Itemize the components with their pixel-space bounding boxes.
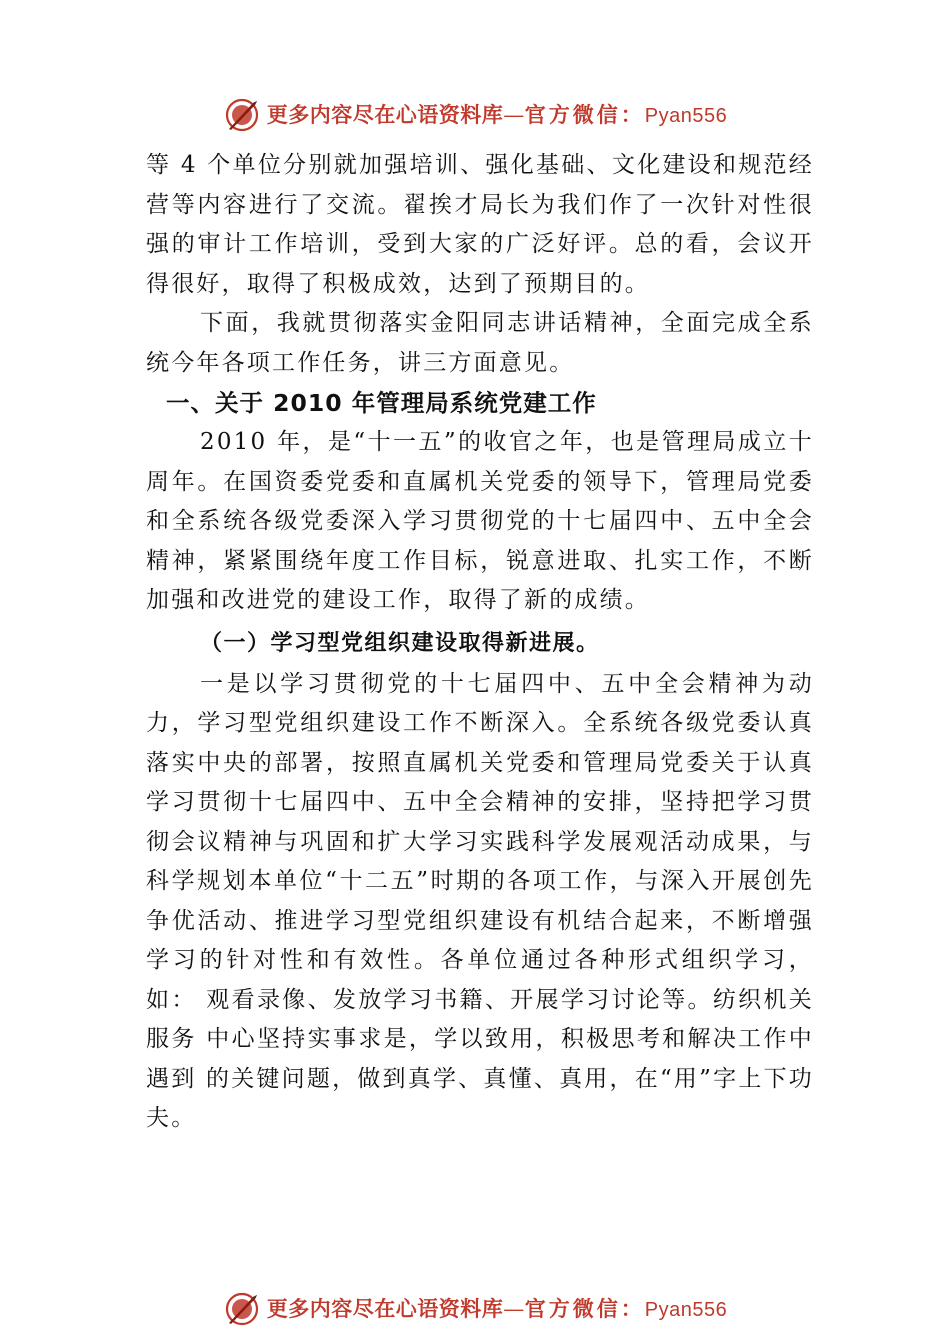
paragraph-intro: 下面，我就贯彻落实金阳同志讲话精神，全面完成全系统今年各项工作任务，讲三方面意见。 [146, 310, 814, 376]
banner-dash: — [503, 1297, 525, 1321]
section-heading: 一、关于 2010 年管理局系统党建工作 [166, 389, 597, 417]
header-banner [0, 94, 950, 134]
banner-dash: — [503, 103, 525, 127]
banner-wechat-id: Pyan556 [644, 105, 728, 127]
banner-wechat-label: 官方微信： [524, 102, 645, 127]
pen-logo-icon [223, 95, 261, 133]
subsection-heading: （一）学习型党组织建设取得新进展。 [200, 629, 600, 656]
paragraph-study-details: 一是以学习贯彻党的十七届四中、五中全会精神为动力，学习型党组织建设工作不断深入。全系统各级党委认真落实中央的部署，按照直属机关党委和管理局党委关于认真学习贯彻十七届四中、五中全会精神的安排，坚持把学习贯彻会议精神与巩固和扩大学习实践科学发展观活动成果，与科学规划本单位“十二五”时期的各项工作，与深入开展创先争优活动、推进学习型党组织建设有机结合起来，不断增强学习的针对性和有效性。各单位通过各种形式组织学习，如： 观看录像、发放学习书籍、开展学习讨论等。纺织机关服务 中心坚持实事求是，学以致用，积极思考和解决工作中遇到 的关键问题，做到真学、真懂、真用，在“用”字上下功夫。 [146, 670, 814, 1131]
footer-banner [0, 1288, 950, 1328]
paragraph-continuation: 等 4 个单位分别就加强培训、强化基础、文化建设和规范经营等内容进行了交流。翟挨才局长为我们作了一次针对性很强的审计工作培训，受到大家的广泛好评。总的看，会议开得很好，取得了积极成效，达到了预期目的。 [146, 152, 814, 297]
banner-text [267, 99, 727, 129]
pen-logo-icon [223, 1289, 261, 1327]
banner-brand: 更多内容尽在心语资料库 [266, 1296, 504, 1321]
banner-text [267, 1293, 727, 1323]
document-body [146, 146, 814, 1139]
paragraph-2010-overview: 2010 年，是“十一五”的收官之年，也是管理局成立十周年。在国资委党委和直属机关党委的领导下，管理局党委和全系统各级党委深入学习贯彻党的十七届四中、五中全会精神，紧紧围绕年度工作目标，锐意进取、扎实工作，不断加强和改进党的建设工作，取得了新的成绩。 [146, 429, 814, 613]
banner-brand: 更多内容尽在心语资料库 [266, 102, 504, 127]
banner-wechat-id: Pyan556 [644, 1299, 728, 1321]
banner-wechat-label: 官方微信： [524, 1296, 645, 1321]
